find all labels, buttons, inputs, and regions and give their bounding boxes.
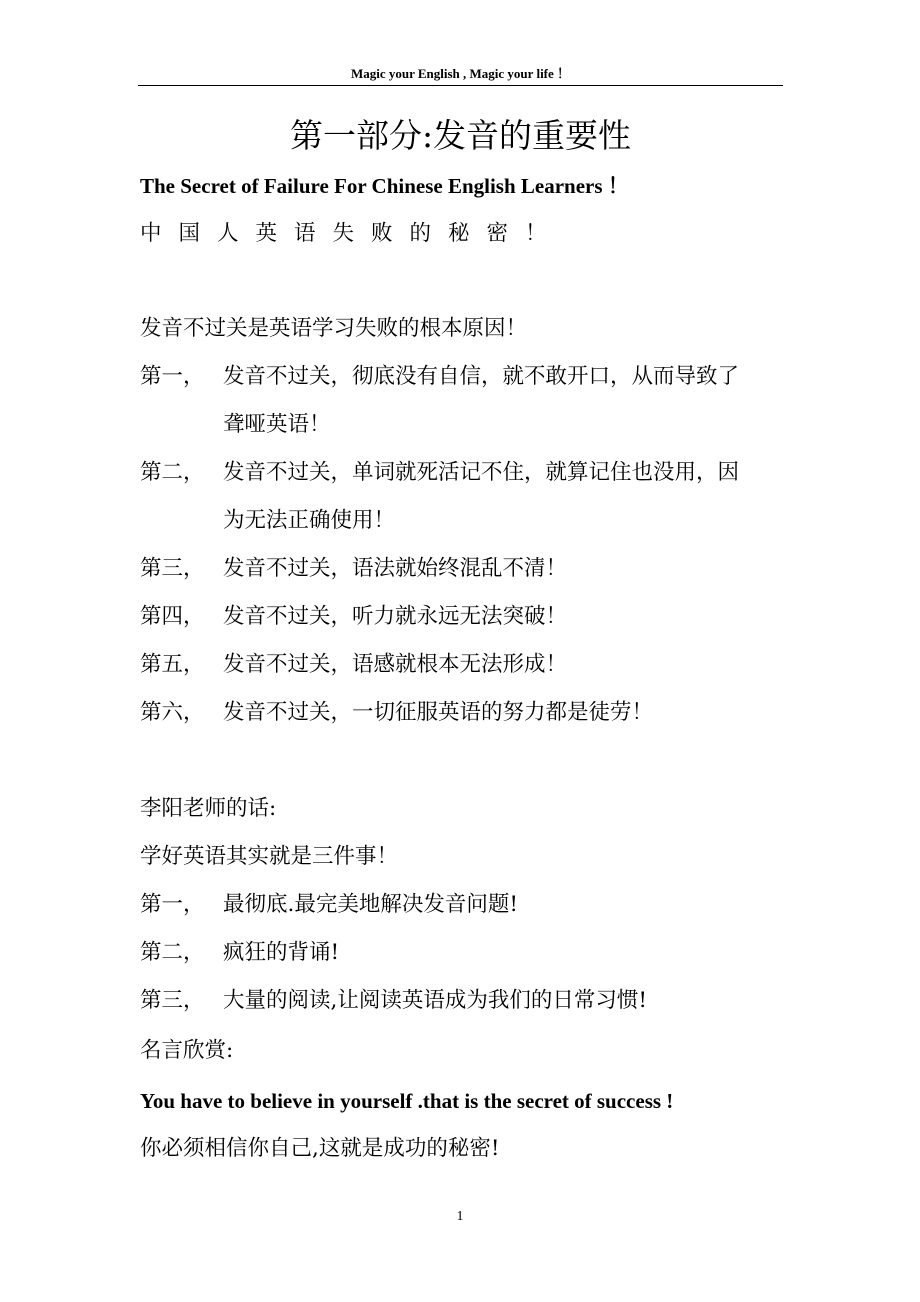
- section2-heading: 李阳老师的话:: [140, 796, 277, 821]
- quote-chinese: 你必须相信你自己,这就是成功的秘密!: [140, 1136, 500, 1161]
- list-item-text: 疯狂的背诵!: [223, 940, 340, 965]
- subtitle-english: The Secret of Failure For Chinese English Learners ！: [140, 174, 629, 198]
- list-item-number: 第二，: [140, 460, 205, 485]
- list-item-number: 第三，: [140, 988, 205, 1013]
- list-item-number: 第一，: [140, 892, 205, 917]
- section2-intro: 学好英语其实就是三件事！: [140, 844, 399, 869]
- page-title: 第一部分:发音的重要性: [289, 116, 632, 155]
- list-item-text: 发音不过关，语感就根本无法形成！: [223, 652, 568, 677]
- page-number: 1: [456, 1209, 464, 1224]
- list-item-number: 第四，: [140, 604, 205, 629]
- list-item-number: 第五，: [140, 652, 205, 677]
- list-item-text: 发音不过关，单词就死活记不住，就算记住也没用，因: [223, 460, 740, 485]
- list-item-text: 最彻底.最完美地解决发音问题!: [223, 892, 518, 917]
- list-item-text: 发音不过关，听力就永远无法突破！: [223, 604, 568, 629]
- list-item-text-continued: 为无法正确使用！: [223, 508, 396, 533]
- header-rule: [138, 85, 783, 86]
- list-item-number: 第三，: [140, 556, 205, 581]
- list-item-text: 大量的阅读,让阅读英语成为我们的日常习惯!: [223, 988, 647, 1013]
- list-item-text: 发音不过关，一切征服英语的努力都是徒劳！: [223, 700, 654, 725]
- page-header: Magic your English , Magic your life ！: [350, 66, 571, 81]
- list-item-text: 发音不过关，语法就始终混乱不清！: [223, 556, 568, 581]
- subtitle-chinese: 中国人英语失败的秘密！: [140, 221, 564, 246]
- list-item-number: 第一，: [140, 364, 205, 389]
- list-item-number: 第二，: [140, 940, 205, 965]
- quote-english: You have to believe in yourself .that is the secret of success !: [140, 1089, 674, 1113]
- section1-heading: 发音不过关是英语学习失败的根本原因！: [140, 316, 528, 341]
- list-item-text: 发音不过关，彻底没有自信，就不敢开口，从而导致了: [223, 364, 740, 389]
- quote-heading: 名言欣赏:: [140, 1038, 234, 1063]
- list-item-number: 第六，: [140, 700, 205, 725]
- list-item-text-continued: 聋哑英语！: [223, 412, 331, 437]
